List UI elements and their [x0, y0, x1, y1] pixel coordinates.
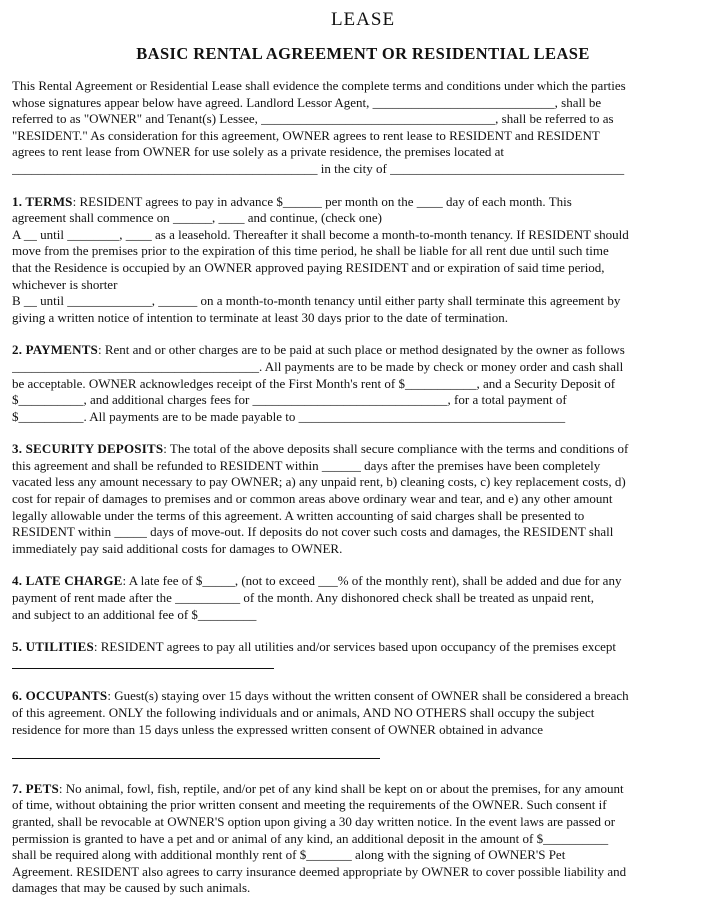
- late-charge-section: [12, 573, 714, 623]
- pets-line: Agreement. RESIDENT also agrees to carry insurance deemed appropriate by OWNER to cover possible liability and: [12, 863, 627, 879]
- payments-line: be acceptable. OWNER acknowledges receipt of the First Month's rent of $___________, and a Security Deposit of: [12, 375, 616, 391]
- terms-option-a: A __ until ________, ____ as a leasehold. Thereafter it shall become a month-to-month tenancy. If RESIDENT should: [12, 226, 629, 242]
- late-charge-text: : A late fee of $_____, (not to exceed ___% of the monthly rent), shall be added and due for any: [122, 573, 622, 589]
- payments-line: $__________, and additional charges fees for ______________________________, for a total payment of: [12, 392, 567, 408]
- security-line: this agreement and shall be refunded to RESIDENT within ______ days after the premises have been completely: [12, 457, 601, 473]
- pets-line: [12, 781, 714, 798]
- security-line: cost for repair of damages to premises and or common areas above ordinary wear and tear, and e) any other amount: [12, 491, 613, 507]
- pets-line: permission is granted to have a pet and or animal of any kind, an additional deposit in the amount of $__________: [12, 830, 609, 846]
- pets-text: : No animal, fowl, fish, reptile, and/or pet of any kind shall be kept on or about the premises, for any amount: [58, 780, 624, 796]
- utilities-line: [12, 639, 714, 656]
- intro-line: This Rental Agreement or Residential Lease shall evidence the complete terms and conditions under which the parties: [12, 78, 626, 93]
- security-line: legally allowable under the terms of this agreement. A written accounting of said charges shall be presented to: [12, 507, 585, 523]
- payments-line: $__________. All payments are to be made payable to _________________________________________: [12, 408, 566, 424]
- utilities-text: : RESIDENT agrees to pay all utilities and/or services based upon occupancy of the premises except: [93, 639, 617, 655]
- pets-heading: 7. PETS: [12, 780, 59, 796]
- pets-line: shall be required along with additional monthly rent of $_______ along with the signing of OWNER'S Pet: [12, 847, 566, 863]
- late-charge-line: [12, 573, 714, 590]
- security-line: [12, 441, 714, 458]
- intro-line: "RESIDENT." As consideration for this agreement, OWNER agrees to rent lease to RESIDENT and RESIDENT: [12, 127, 600, 143]
- terms-line: that the Residence is occupied by an OWNER approved paying RESIDENT and or expiration of said time period,: [12, 259, 605, 275]
- security-line: vacated less any amount necessary to pay OWNER; a) any unpaid rent, b) cleaning costs, c) key replacement costs, d): [12, 474, 626, 490]
- terms-line: giving a written notice of intention to terminate at least 30 days prior to the date of termination.: [12, 309, 509, 325]
- intro-line: referred to as "OWNER" and Tenant(s) Lessee, ____________________________________, shall be referred to as: [12, 111, 614, 127]
- terms-option-b: B __ until _____________, ______ on a month-to-month tenancy until either party shall terminate this agreement by: [12, 293, 621, 309]
- terms-line: [12, 194, 714, 211]
- pets-section: [12, 781, 714, 897]
- fill-in-underline: [12, 746, 380, 759]
- occupants-blank-line: [12, 746, 714, 763]
- fill-in-underline: [12, 656, 274, 669]
- terms-heading: 1. TERMS: [12, 193, 73, 209]
- terms-line: move from the premises prior to the expiration of this time period, he shall be liable for all rent due until such time: [12, 243, 609, 259]
- terms-line: agreement shall commence on ______, ____ and continue, (check one): [12, 210, 383, 226]
- occupants-heading: 6. OCCUPANTS: [12, 688, 108, 704]
- intro-line: agrees to rent lease from OWNER for use solely as a private residence, the premises located at: [12, 144, 505, 160]
- occupants-line: [12, 688, 714, 705]
- pets-line: damages that may be caused by such animals.: [12, 880, 251, 896]
- utilities-blank-line: [12, 656, 714, 673]
- document-title: LEASE: [330, 9, 396, 30]
- security-line: immediately pay said additional costs for damages to OWNER.: [12, 540, 343, 556]
- occupants-text: : Guest(s) staying over 15 days without the written consent of OWNER shall be considered a breach: [107, 688, 629, 704]
- utilities-section: [12, 639, 714, 672]
- security-text: : The total of the above deposits shall secure compliance with the terms and conditions of: [163, 441, 629, 457]
- late-charge-line: payment of rent made after the __________ of the month. Any dishonored check shall be treated as unpaid rent,: [12, 590, 594, 606]
- payments-line: [12, 342, 714, 359]
- intro-line: _______________________________________________ in the city of ____________________________________: [12, 160, 625, 176]
- terms-section: [12, 194, 714, 327]
- security-deposits-section: [12, 441, 714, 557]
- pets-line: granted, shall be revocable at OWNER'S option upon giving a 30 day written notice. In the event laws are passed or: [12, 813, 616, 829]
- payments-section: [12, 342, 714, 425]
- document-subtitle: BASIC RENTAL AGREEMENT OR RESIDENTIAL LEASE: [136, 44, 590, 63]
- payments-text: : Rent and or other charges are to be paid at such place or method designated by the owner as follows: [98, 342, 625, 358]
- security-heading: 3. SECURITY DEPOSITS: [12, 441, 164, 457]
- payments-heading: 2. PAYMENTS: [12, 342, 98, 358]
- utilities-heading: 5. UTILITIES: [12, 639, 94, 655]
- payments-line: ______________________________________. All payments are to be made by check or money order and cash shall: [12, 358, 624, 374]
- pets-line: of time, without obtaining the prior written consent and meeting the requirements of the OWNER. Such consent if: [12, 797, 607, 813]
- terms-line: whichever is shorter: [12, 276, 118, 292]
- late-charge-heading: 4. LATE CHARGE: [12, 573, 123, 589]
- occupants-section: [12, 688, 714, 762]
- terms-text: : RESIDENT agrees to pay in advance $______ per month on the ____ day of each month. This: [72, 193, 572, 209]
- security-line: RESIDENT within _____ days of move-out. If deposits do not cover such costs and damages, the RESIDENT shall: [12, 524, 614, 540]
- intro-line: whose signatures appear below have agreed. Landlord Lessor Agent, ____________________________, shall be: [12, 94, 602, 110]
- occupants-line: of this agreement. ONLY the following individuals and or animals, AND NO OTHERS shall occupy the subject: [12, 705, 595, 720]
- intro-section: [12, 78, 714, 178]
- occupants-line: residence for more than 15 days unless the expressed written consent of OWNER obtained in advance: [12, 721, 544, 737]
- late-charge-line: and subject to an additional fee of $_________: [12, 606, 257, 622]
